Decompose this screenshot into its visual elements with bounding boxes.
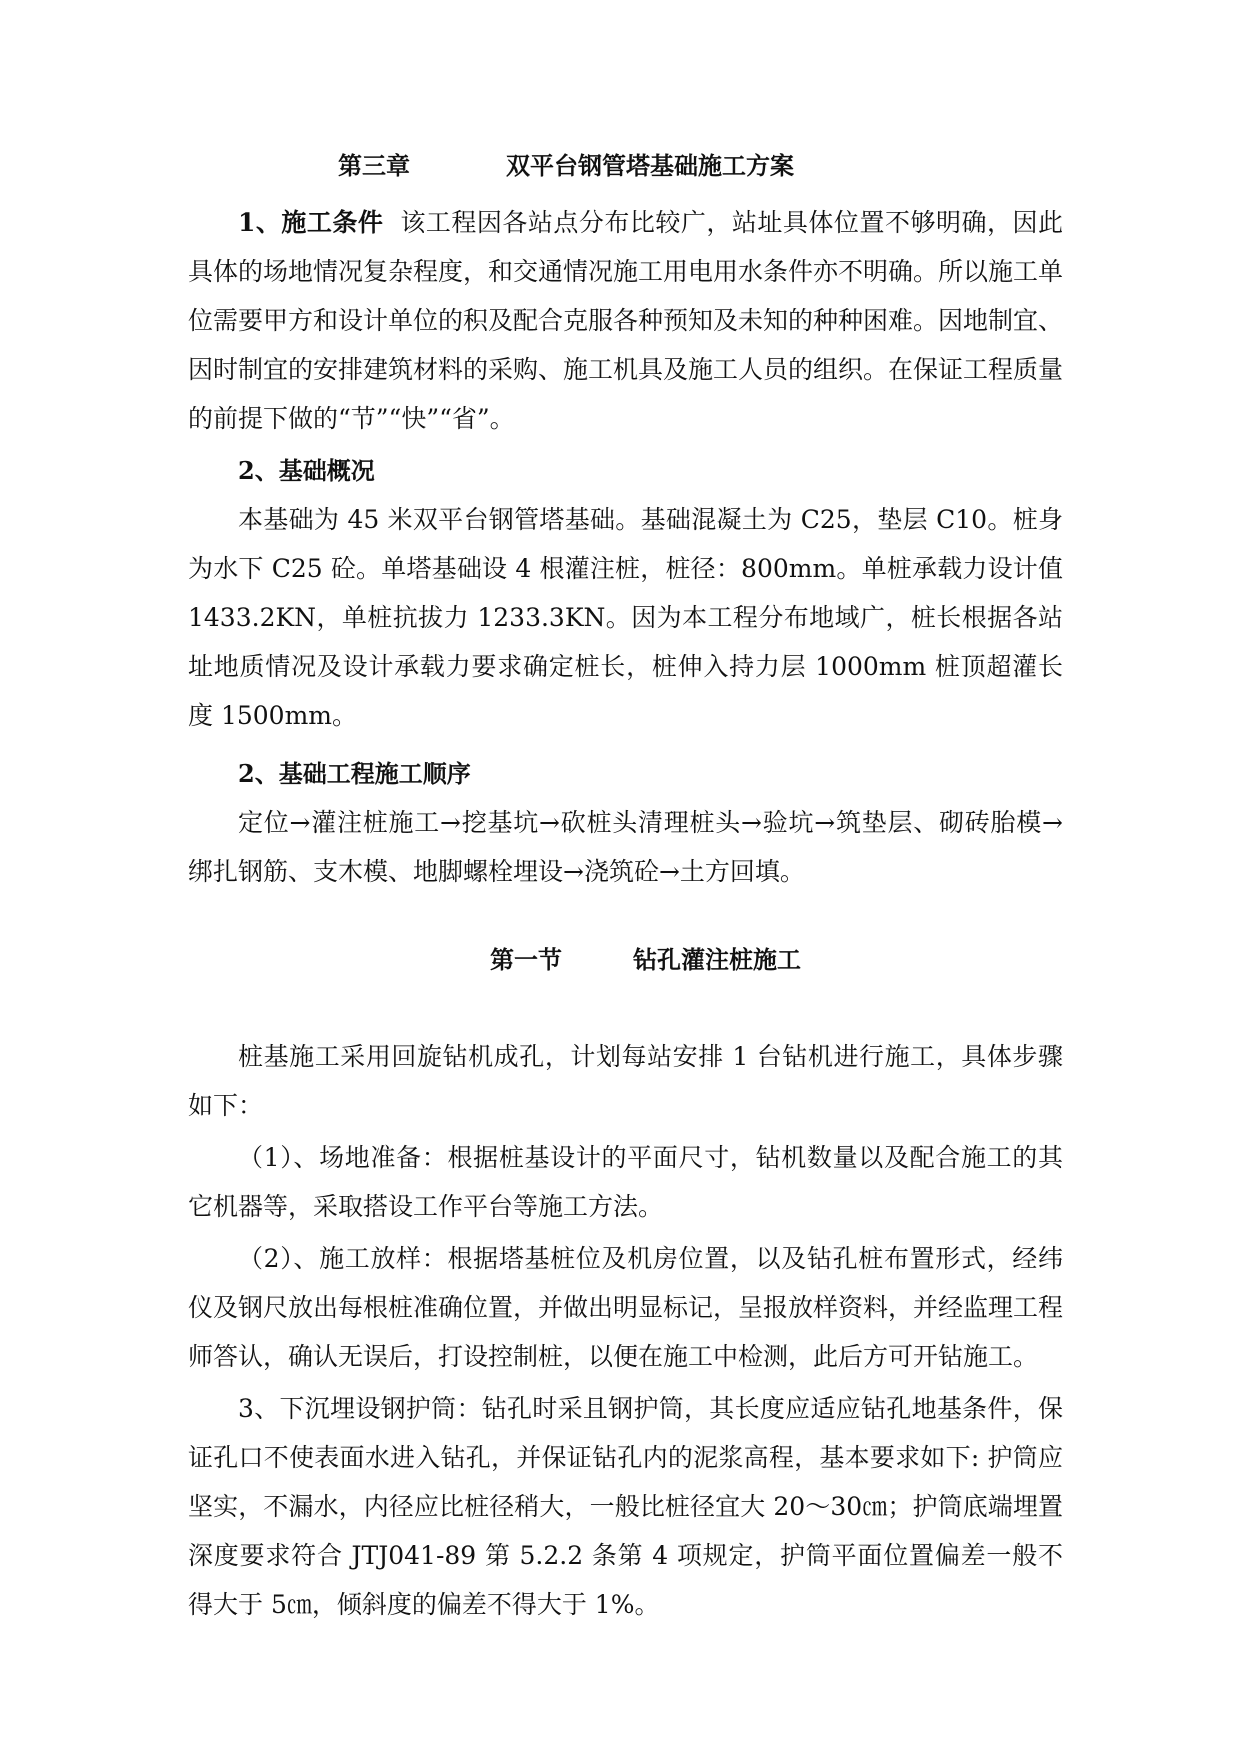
chapter-number: 第三章 xyxy=(338,151,410,180)
chapter-title: 双平台钢管塔基础施工方案 xyxy=(506,151,794,180)
section-heading-foundation-overview: 2、基础概况 xyxy=(238,456,375,485)
document-page xyxy=(188,148,1063,1629)
section-text-foundation-overview: 本基础为 45 米双平台钢管塔基础。基础混凝土为 C25，垫层 C10。桩身为水下 C25 砼。单塔基础设 4 根灌注桩，桩径：800mm。单桩承载力设计值 1433.2KN，单桩抗拔力 1233.3KN。因为本工程分布地域广，桩长根据各站址地质情况及设计承载力要求确定桩长，桩伸入持力层 1000mm 桩顶超灌长度 1500mm。 xyxy=(188,505,1063,730)
section-heading-construction-sequence: 2、基础工程施工顺序 xyxy=(238,759,471,788)
node-title: 钻孔灌注桩施工 xyxy=(633,945,801,974)
section-heading: 1、施工条件 xyxy=(238,208,384,237)
body-step-casing: 3、下沉埋设钢护筒：钻孔时采且钢护筒，其长度应适应钻孔地基条件，保证孔口不使表面水进入钻孔，并保证钻孔内的泥浆高程，基本要求如下: 护筒应坚实，不漏水，内径应比桩径稍大，一般比桩径宜大 20～30㎝；护筒底端埋置深度要求符合 JTJ041-89 第 5.2.2 条第 4 项规定，护筒平面位置偏差一般不得大于 5㎝，倾斜度的偏差不得大于 1%。 xyxy=(188,1394,1063,1619)
body-intro: 桩基施工采用回旋钻机成孔，计划每站安排 1 台钻机进行施工，具体步骤如下： xyxy=(188,1042,1063,1120)
section-construction-conditions xyxy=(188,198,1063,443)
body-step-site-preparation: （1）、场地准备：根据桩基设计的平面尺寸，钻机数量以及配合施工的其它机器等，采取搭设工作平台等施工方法。 xyxy=(188,1143,1063,1221)
node-number: 第一节 xyxy=(490,945,562,974)
chapter-heading xyxy=(188,148,1063,184)
node-heading xyxy=(188,942,1063,978)
section-text: 该工程因各站点分布比较广，站址具体位置不够明确，因此具体的场地情况复杂程度，和交通情况施工用电用水条件亦不明确。所以施工单位需要甲方和设计单位的积及配合克服各种预知及未知的种种困难。因地制宜、因时制宜的安排建筑材料的采购、施工机具及施工人员的组织。在保证工程质量的前提下做的“节”“快”“省”。 xyxy=(188,208,1064,433)
body-step-layout: （2）、施工放样：根据塔基桩位及机房位置，以及钻孔桩布置形式，经纬仪及钢尺放出每根桩准确位置，并做出明显标记，呈报放样资料，并经监理工程师答认，确认无误后，打设控制桩，以便在施工中检测，此后方可开钻施工。 xyxy=(188,1244,1064,1371)
section-text-construction-sequence: 定位→灌注桩施工→挖基坑→砍桩头清理桩头→验坑→筑垫层、砌砖胎模→绑扎钢筋、支木模、地脚螺栓埋设→浇筑砼→土方回填。 xyxy=(188,808,1063,886)
